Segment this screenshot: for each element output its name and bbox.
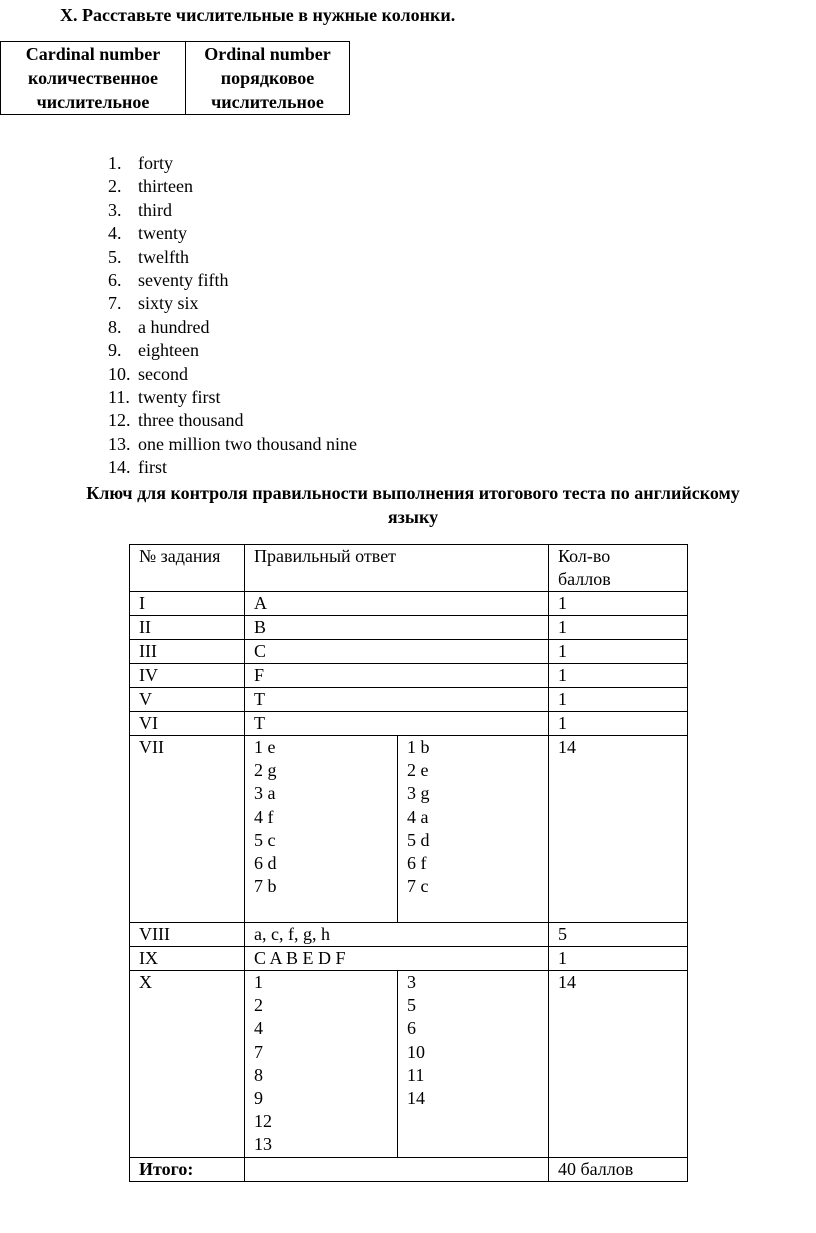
answer-line: 8 — [254, 1064, 263, 1085]
answer-line: 6 f — [407, 852, 427, 873]
list-item — [108, 152, 357, 175]
answer-line: 4 a — [407, 806, 429, 827]
points-cell: 1 — [549, 947, 688, 971]
answer-line: 7 c — [407, 876, 429, 897]
table-row — [130, 736, 688, 923]
answer-cell: T — [245, 712, 549, 736]
answer-cell: F — [245, 664, 549, 688]
list-item — [108, 386, 357, 409]
table-header-row — [130, 545, 688, 592]
list-item-number: 14. — [108, 457, 131, 478]
answer-line: 3 a — [254, 783, 276, 804]
list-item — [108, 316, 357, 339]
list-item-number: 6. — [108, 269, 122, 290]
task-number-cell: IV — [130, 664, 245, 688]
task-number-cell: V — [130, 688, 245, 712]
header-points — [549, 545, 688, 592]
list-item — [108, 246, 357, 269]
answer-cell: A — [245, 592, 549, 616]
answer-line: 1 b — [407, 737, 430, 757]
answer-line: 1 — [254, 972, 263, 992]
table-row — [130, 616, 688, 640]
task-number-cell: VII — [130, 736, 245, 923]
numerals-list — [108, 152, 357, 479]
answer-left-cell — [245, 971, 398, 1158]
table-row — [130, 947, 688, 971]
header-points-line1: Кол-во — [558, 546, 611, 566]
list-item-number: 2. — [108, 176, 122, 197]
answer-line: 5 c — [254, 829, 276, 850]
answer-cell: B — [245, 616, 549, 640]
total-points-cell: 40 баллов — [549, 1158, 688, 1182]
list-item-text: three thousand — [138, 410, 244, 431]
answer-line: 11 — [407, 1064, 425, 1085]
points-cell: 14 — [549, 736, 688, 923]
answer-line: 3 g — [407, 783, 430, 804]
list-item-text: first — [138, 457, 167, 478]
total-label-cell: Итого: — [130, 1158, 245, 1182]
list-item — [108, 222, 357, 245]
list-item-number: 3. — [108, 199, 122, 220]
table-row — [130, 664, 688, 688]
task-number-cell: VIII — [130, 923, 245, 947]
list-item-text: seventy fifth — [138, 269, 229, 290]
points-cell: 1 — [549, 688, 688, 712]
answer-cell: a, c, f, g, h — [245, 923, 549, 947]
ordinal-column-header — [186, 42, 350, 115]
list-item-text: eighteen — [138, 340, 199, 361]
answer-line: 10 — [407, 1041, 425, 1062]
list-item — [108, 363, 357, 386]
points-cell: 14 — [549, 971, 688, 1158]
ordinal-label-ru-2: числительное — [211, 92, 324, 112]
answer-cell: C — [245, 640, 549, 664]
answer-line: 9 — [254, 1087, 263, 1108]
answer-line: 3 — [407, 972, 416, 992]
list-item-number: 4. — [108, 223, 122, 244]
ordinal-label-ru-1: порядковое — [220, 68, 315, 88]
list-item-text: twelfth — [138, 246, 189, 267]
total-empty-cell — [245, 1158, 549, 1182]
answer-right-cell — [398, 736, 549, 923]
task-title: X. Расставьте числительные в нужные колонки. — [60, 5, 456, 25]
answer-line: 4 — [254, 1018, 263, 1039]
table-row — [130, 640, 688, 664]
list-item — [108, 292, 357, 315]
answer-line: 2 g — [254, 760, 277, 781]
list-item-text: a hundred — [138, 316, 210, 337]
table-row — [130, 923, 688, 947]
answer-right-cell — [398, 971, 549, 1158]
columns-table — [0, 41, 350, 115]
list-item-number: 9. — [108, 340, 122, 361]
points-cell: 1 — [549, 592, 688, 616]
task-number-cell: III — [130, 640, 245, 664]
list-item — [108, 269, 357, 292]
list-item-text: one million two thousand nine — [138, 433, 357, 454]
list-item — [108, 409, 357, 432]
list-item — [108, 175, 357, 198]
points-cell: 1 — [549, 664, 688, 688]
total-row — [130, 1158, 688, 1182]
list-item-number: 12. — [108, 410, 131, 431]
points-cell: 1 — [549, 712, 688, 736]
answer-line: 12 — [254, 1111, 272, 1132]
task-number-cell: I — [130, 592, 245, 616]
list-item-number: 13. — [108, 433, 131, 454]
list-item-number: 11. — [108, 386, 130, 407]
list-item-number: 5. — [108, 246, 122, 267]
table-row — [130, 592, 688, 616]
answer-line: 2 e — [407, 760, 429, 781]
list-item-text: thirteen — [138, 176, 193, 197]
points-cell: 5 — [549, 923, 688, 947]
answer-key-heading-line1: Ключ для контроля правильности выполнения итогового теста по английскому — [86, 483, 740, 503]
header-points-line2: баллов — [558, 569, 611, 589]
answer-line: 7 — [254, 1041, 263, 1062]
answer-line: 6 — [407, 1018, 416, 1039]
answer-line: 4 f — [254, 806, 274, 827]
answer-line: 2 — [254, 995, 263, 1016]
cardinal-label-en: Cardinal number — [25, 44, 161, 64]
table-row — [130, 971, 688, 1158]
answer-line: 1 e — [254, 737, 276, 757]
answer-line: 14 — [407, 1087, 425, 1108]
cardinal-label-ru-2: числительное — [36, 92, 150, 112]
answer-line: 5 d — [407, 829, 430, 850]
list-item — [108, 199, 357, 222]
answer-cell: T — [245, 688, 549, 712]
list-item-text: twenty — [138, 223, 187, 244]
points-cell: 1 — [549, 640, 688, 664]
list-item-number: 1. — [108, 153, 122, 173]
header-task: № задания — [130, 545, 245, 592]
answer-line: 6 d — [254, 852, 277, 873]
header-answer: Правильный ответ — [245, 545, 549, 592]
answer-left-cell — [245, 736, 398, 923]
list-item-number: 8. — [108, 316, 122, 337]
list-item-text: second — [138, 363, 188, 384]
answer-key-table — [129, 544, 688, 1182]
answer-line: 13 — [254, 1134, 272, 1155]
answer-key-heading-line2: языку — [387, 507, 439, 527]
task-number-cell: X — [130, 971, 245, 1158]
list-item-text: sixty six — [138, 293, 199, 314]
points-cell: 1 — [549, 616, 688, 640]
answer-cell: C A B E D F — [245, 947, 549, 971]
list-item — [108, 456, 357, 479]
table-row — [130, 712, 688, 736]
table-row — [130, 688, 688, 712]
cardinal-label-ru-1: количественное — [28, 68, 158, 88]
task-number-cell: IX — [130, 947, 245, 971]
ordinal-label-en: Ordinal number — [204, 44, 331, 64]
list-item-text: twenty first — [138, 386, 221, 407]
task-number-cell: VI — [130, 712, 245, 736]
list-item-text: third — [138, 199, 172, 220]
answer-line: 7 b — [254, 876, 277, 897]
answer-key-heading — [0, 481, 816, 529]
cardinal-column-header — [1, 42, 186, 115]
answer-line: 5 — [407, 995, 416, 1016]
list-item — [108, 339, 357, 362]
task-number-cell: II — [130, 616, 245, 640]
list-item-text: forty — [138, 153, 173, 173]
list-item-number: 7. — [108, 293, 122, 314]
list-item-number: 10. — [108, 363, 131, 384]
list-item — [108, 433, 357, 456]
